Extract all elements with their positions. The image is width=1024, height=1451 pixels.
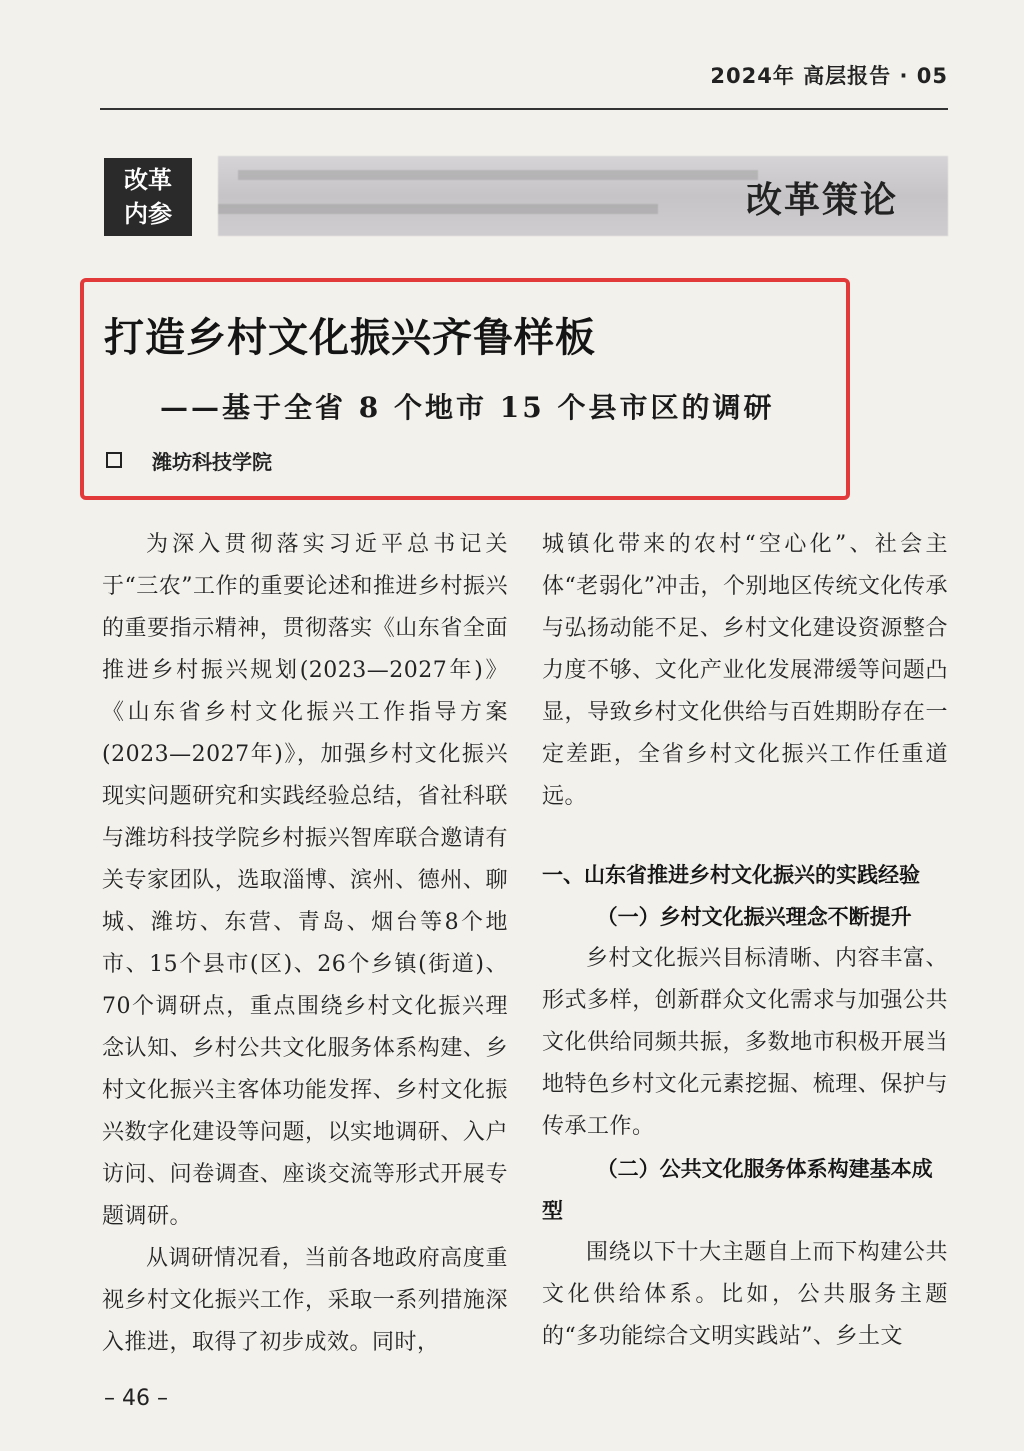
section-name: 改革策论 — [746, 179, 899, 221]
subsection-heading: （二）公共文化服务体系构建基本成型 — [542, 1156, 933, 1223]
page-number: – 46 – — [104, 1386, 168, 1411]
body-paragraph: 围绕以下十大主题自上而下构建公共文化供给体系。比如，公共服务主题的“多功能综合文明实践站”、乡土文 — [542, 1240, 948, 1349]
body-paragraph: 从调研情况看，当前各地政府高度重视乡村文化振兴工作，采取一系列措施深入推进，取得了初步成效。同时， — [102, 1246, 508, 1355]
left-column — [102, 524, 508, 1364]
body-paragraph: 乡村文化振兴目标清晰、内容丰富、形式多样，创新群众文化需求与加强公共文化供给同频共振，多数地市积极开展当地特色乡村文化元素挖掘、梳理、保护与传承工作。 — [542, 946, 948, 1139]
article-title: 打造乡村文化振兴齐鲁样板 — [104, 314, 596, 361]
right-column — [542, 524, 948, 1358]
badge-line-1: 改革 — [124, 165, 172, 194]
section-heading: 一、山东省推进乡村文化振兴的实践经验 — [542, 863, 920, 887]
body-paragraph: 为深入贯彻落实习近平总书记关于“三农”工作的重要论述和推进乡村振兴的重要指示精神，贯彻落实《山东省全面推进乡村振兴规划(2023—2027年)》《山东省乡村文化振兴工作指导方案(2023—2027年)》，加强乡村文化振兴现实问题研究和实践经验总结，省社科联与潍坊科技学院乡村振兴智库联合邀请有关专家团队，选取淄博、滨州、德州、聊城、潍坊、东营、青岛、烟台等8个地市、15个县市(区)、26个乡镇(街道)、70个调研点，重点围绕乡村文化振兴理念认知、乡村公共文化服务体系构建、乡村文化振兴主客体功能发挥、乡村文化振兴数字化建设等问题，以实地调研、入户访问、问卷调查、座谈交流等形式开展专题调研。 — [102, 532, 508, 1229]
blurred-text-line — [238, 170, 758, 180]
column-badge — [104, 158, 192, 236]
author-square-icon — [106, 452, 122, 468]
header-rule — [100, 108, 948, 110]
running-head: 2024年 高层报告 · 05 — [710, 64, 948, 88]
badge-line-2: 内参 — [124, 199, 172, 228]
subsection-heading: （一）乡村文化振兴理念不断提升 — [596, 904, 912, 929]
article-subtitle: ——基于全省 8 个地市 15 个县市区的调研 — [160, 391, 775, 424]
blurred-text-line — [218, 204, 658, 214]
body-paragraph: 城镇化带来的农村“空心化”、社会主体“老弱化”冲击，个别地区传统文化传承与弘扬动能不足、乡村文化建设资源整合力度不够、文化产业化发展滞缓等问题凸显，导致乡村文化供给与百姓期盼存在一定差距，全省乡村文化振兴工作任重道远。 — [542, 532, 948, 809]
article-author: 潍坊科技学院 — [152, 450, 272, 474]
